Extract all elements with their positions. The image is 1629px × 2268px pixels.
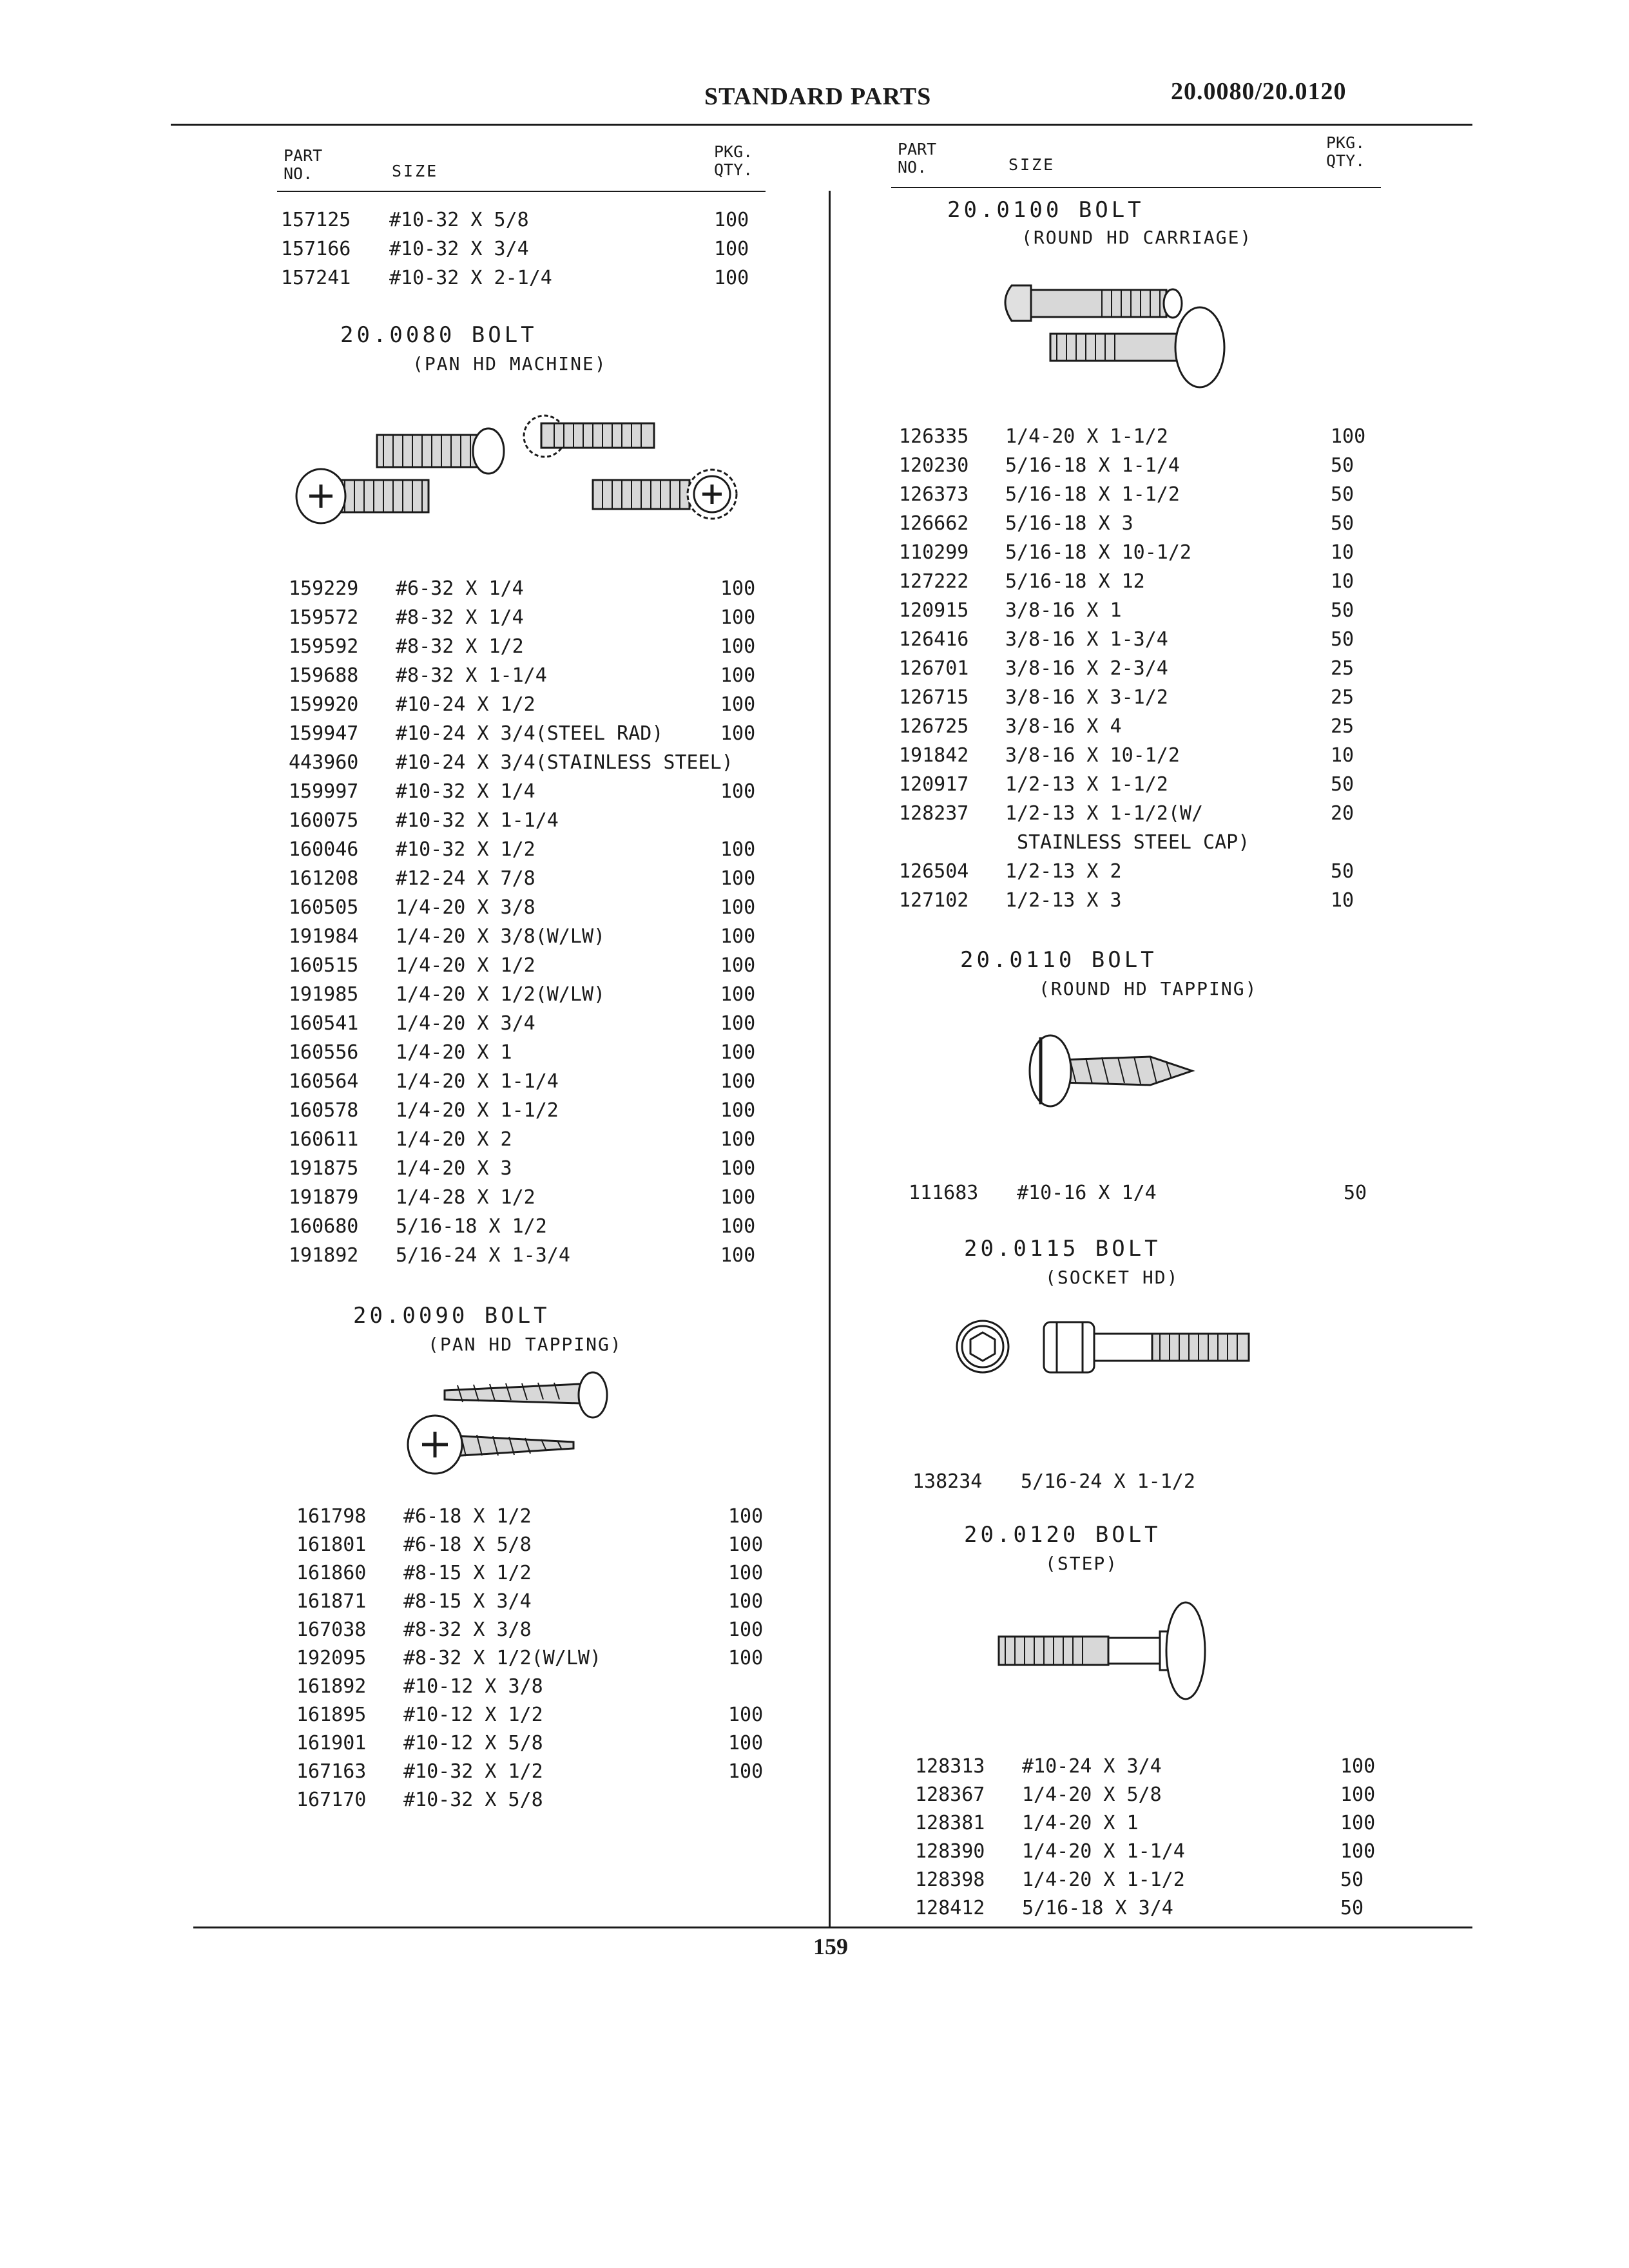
part-number-cell: 160578 (289, 1099, 359, 1122)
pkg-qty-cell: 25 (1331, 686, 1354, 709)
size-cell: 1/4-20 X 1-1/2 (1022, 1869, 1185, 1891)
pkg-qty-cell: 50 (1331, 628, 1354, 651)
pkg-qty-cell: 100 (720, 606, 756, 629)
pkg-qty-cell: 100 (720, 577, 756, 600)
part-number-cell: 111683 (909, 1182, 979, 1204)
round-head-tapping-screw-icon (1030, 1035, 1192, 1106)
part-number-cell: 191875 (289, 1157, 359, 1180)
size-cell: #10-24 X 3/4 (1022, 1755, 1162, 1778)
size-cell: #10-32 X 1/4 (396, 780, 535, 803)
part-number-cell: 167038 (296, 1619, 367, 1641)
size-cell: 3/8-16 X 1 (1005, 599, 1122, 622)
part-number-cell: 161860 (296, 1562, 367, 1584)
pkg-qty-cell: 100 (720, 838, 756, 861)
header-rule (171, 124, 1472, 126)
part-number-cell: 128381 (915, 1812, 985, 1834)
carriage-bolt-icon (1005, 285, 1182, 321)
right-header-part-no: PART NO. (898, 140, 937, 177)
size-cell: 1/4-20 X 3/4 (396, 1012, 535, 1035)
size-cell: #6-18 X 1/2 (403, 1505, 532, 1528)
size-cell: #10-24 X 3/4(STAINLESS STEEL) (396, 751, 733, 774)
part-number-cell: 167170 (296, 1789, 367, 1811)
section-20-0110-desc: (ROUND HD TAPPING) (1039, 978, 1258, 999)
pkg-qty-cell: 50 (1331, 860, 1354, 883)
pkg-qty-cell: 100 (714, 209, 749, 231)
part-number-cell: 128412 (915, 1897, 985, 1919)
part-number-cell: 161901 (296, 1732, 367, 1754)
part-number-cell: 160680 (289, 1215, 359, 1238)
pkg-qty-cell: 50 (1344, 1182, 1367, 1204)
pkg-qty-cell: 50 (1331, 599, 1354, 622)
section-20-0115-desc: (SOCKET HD) (1045, 1267, 1179, 1288)
size-cell: #10-12 X 1/2 (403, 1704, 543, 1726)
left-header-size: SIZE (392, 162, 439, 180)
part-number-cell: 191985 (289, 983, 359, 1006)
size-cell: 3/8-16 X 3-1/2 (1005, 686, 1168, 709)
section-20-0100-code: 20.0100 BOLT (947, 197, 1144, 223)
footer-rule (193, 1927, 1472, 1928)
size-cell: #10-32 X 2-1/4 (389, 267, 552, 289)
part-number-cell: 159920 (289, 693, 359, 716)
pkg-qty-cell: 100 (720, 867, 756, 890)
part-number-cell: 160075 (289, 809, 359, 832)
right-header-pkg-qty: PKG. QTY. (1326, 133, 1365, 170)
size-cell: 1/2-13 X 1-1/2 (1005, 773, 1168, 796)
pkg-qty-cell: 50 (1340, 1897, 1364, 1919)
socket-head-bolt-illustration (954, 1308, 1263, 1385)
size-cell: #10-24 X 1/2 (396, 693, 535, 716)
part-number-cell: 128390 (915, 1840, 985, 1863)
part-number-cell: 128367 (915, 1783, 985, 1806)
section-20-0100-desc: (ROUND HD CARRIAGE) (1021, 227, 1253, 248)
star-washer-bolt-icon (524, 416, 654, 457)
pkg-qty-cell: 100 (720, 1012, 756, 1035)
part-number-cell: 138234 (912, 1470, 983, 1493)
size-cell: 5/16-18 X 3 (1005, 512, 1133, 535)
size-cell: 1/2-13 X 2 (1005, 860, 1122, 883)
carriage-bolts-illustration (999, 269, 1231, 392)
right-header-size: SIZE (1008, 155, 1055, 174)
size-cell: 1/4-20 X 1-1/2 (1005, 425, 1168, 448)
pkg-qty-cell: 100 (720, 635, 756, 658)
pkg-qty-cell: 100 (728, 1619, 764, 1641)
size-cell: 5/16-18 X 1-1/2 (1005, 483, 1180, 506)
socket-head-end-view-icon (957, 1321, 1008, 1372)
size-cell: 1/4-20 X 1-1/2 (396, 1099, 559, 1122)
pkg-qty-cell: 10 (1331, 889, 1354, 912)
size-cell: 1/4-20 X 1-1/4 (396, 1070, 559, 1093)
part-number-cell: 126373 (899, 483, 969, 506)
section-20-0080-code: 20.0080 BOLT (340, 322, 537, 348)
size-cell: #8-32 X 1/4 (396, 606, 524, 629)
section-20-0110-code: 20.0110 BOLT (960, 947, 1157, 973)
column-divider (829, 191, 831, 1928)
part-number-cell: 191892 (289, 1244, 359, 1267)
part-number-cell: 120915 (899, 599, 969, 622)
page-title: STANDARD PARTS (704, 83, 932, 110)
part-number-cell: 159688 (289, 664, 359, 687)
size-cell: #8-32 X 1-1/4 (396, 664, 547, 687)
tapping-screw-phillips-icon (408, 1416, 574, 1474)
pkg-qty-cell: 100 (720, 896, 756, 919)
part-number-cell: 126701 (899, 657, 969, 680)
part-number-cell: 110299 (899, 541, 969, 564)
size-cell: 1/2-13 X 1-1/2(W/ (1005, 802, 1204, 825)
pkg-qty-cell: 10 (1331, 744, 1354, 767)
pkg-qty-cell: 100 (720, 1099, 756, 1122)
size-cell: 1/4-20 X 2 (396, 1128, 512, 1151)
part-number-cell: 160564 (289, 1070, 359, 1093)
pkg-qty-cell: 100 (720, 664, 756, 687)
pkg-qty-cell: 100 (720, 1244, 756, 1267)
part-number-cell: 159229 (289, 577, 359, 600)
pkg-qty-cell: 100 (720, 722, 756, 745)
size-cell: #10-12 X 3/8 (403, 1675, 543, 1698)
part-number-cell: 128398 (915, 1869, 985, 1891)
round-head-tapping-screw-illustration (1021, 1031, 1202, 1115)
step-bolt-illustration (992, 1598, 1224, 1701)
pkg-qty-cell: 100 (728, 1760, 764, 1783)
part-number-cell: 120917 (899, 773, 969, 796)
pkg-qty-cell: 100 (720, 1186, 756, 1209)
size-cell: 5/16-18 X 10-1/2 (1005, 541, 1191, 564)
size-cell: 5/16-24 X 1-1/2 (1021, 1470, 1195, 1493)
size-cell: #8-32 X 3/8 (403, 1619, 532, 1641)
size-cell: 5/16-18 X 1-1/4 (1005, 454, 1180, 477)
pkg-qty-cell: 100 (714, 267, 749, 289)
section-20-0090-desc: (PAN HD TAPPING) (428, 1334, 622, 1355)
part-number-cell: 159947 (289, 722, 359, 745)
size-cell: #10-32 X 5/8 (403, 1789, 543, 1811)
size-cell: 1/4-20 X 1 (396, 1041, 512, 1064)
part-number-cell: 126662 (899, 512, 969, 535)
size-cell: #10-32 X 1/2 (396, 838, 535, 861)
size-cell: #10-12 X 5/8 (403, 1732, 543, 1754)
pkg-qty-cell: 50 (1331, 454, 1354, 477)
left-header-part-no: PART NO. (284, 146, 323, 183)
size-cell: #10-32 X 1/2 (403, 1760, 543, 1783)
pkg-qty-cell: 100 (1331, 425, 1366, 448)
size-cell: 3/8-16 X 2-3/4 (1005, 657, 1168, 680)
pkg-qty-cell: 100 (720, 1157, 756, 1180)
size-cell: 3/8-16 X 10-1/2 (1005, 744, 1180, 767)
pkg-qty-cell: 100 (720, 983, 756, 1006)
section-20-0120-desc: (STEP) (1045, 1553, 1119, 1574)
part-number-cell: 157125 (281, 209, 351, 231)
size-cell: #6-18 X 5/8 (403, 1533, 532, 1556)
size-cell: #12-24 X 7/8 (396, 867, 535, 890)
phillips-pan-bolt-icon (296, 469, 429, 523)
part-number-cell: 126725 (899, 715, 969, 738)
size-cell: #10-32 X 3/4 (389, 238, 529, 260)
size-cell: 1/4-20 X 3/8 (396, 896, 535, 919)
size-cell: 1/2-13 X 3 (1005, 889, 1122, 912)
size-cell: 1/4-28 X 1/2 (396, 1186, 535, 1209)
part-number-cell: 126715 (899, 686, 969, 709)
pkg-qty-cell: 100 (1340, 1783, 1376, 1806)
pkg-qty-cell: 100 (728, 1704, 764, 1726)
size-cell: #8-32 X 1/2 (396, 635, 524, 658)
part-number-cell: 161208 (289, 867, 359, 890)
size-cell: 5/16-24 X 1-3/4 (396, 1244, 570, 1267)
part-number-cell: 157166 (281, 238, 351, 260)
pkg-qty-cell: 100 (728, 1647, 764, 1669)
carriage-bolt-icon (1050, 307, 1224, 387)
pan-head-tapping-screws-illustration (393, 1366, 625, 1482)
pkg-qty-cell: 100 (720, 780, 756, 803)
catalog-code-range: 20.0080/20.0120 (1171, 78, 1347, 105)
pkg-qty-cell: 100 (714, 238, 749, 260)
part-number-cell: 127102 (899, 889, 969, 912)
part-number-cell: 161871 (296, 1590, 367, 1613)
section-20-0115-code: 20.0115 BOLT (964, 1236, 1161, 1262)
part-number-cell: 167163 (296, 1760, 367, 1783)
size-cell: #10-32 X 5/8 (389, 209, 529, 231)
left-header-pkg-qty: PKG. QTY. (714, 142, 753, 179)
part-number-cell: 191984 (289, 925, 359, 948)
size-cell: 1/4-20 X 1-1/4 (1022, 1840, 1185, 1863)
size-cell: 1/4-20 X 3/8(W/LW) (396, 925, 606, 948)
pkg-qty-cell: 20 (1331, 802, 1354, 825)
pkg-qty-cell: 100 (720, 693, 756, 716)
pkg-qty-cell: 100 (728, 1533, 764, 1556)
part-number-cell: 126335 (899, 425, 969, 448)
pkg-qty-cell: 100 (1340, 1755, 1376, 1778)
size-cell: 1/4-20 X 1/2(W/LW) (396, 983, 606, 1006)
size-cell: #8-15 X 1/2 (403, 1562, 532, 1584)
size-cell: 5/16-18 X 3/4 (1022, 1897, 1173, 1919)
part-number-cell: 443960 (289, 751, 359, 774)
size-cell: 1/4-20 X 1 (1022, 1812, 1139, 1834)
pkg-qty-cell: 100 (720, 1070, 756, 1093)
pkg-qty-cell: 10 (1331, 541, 1354, 564)
part-number-cell: 160541 (289, 1012, 359, 1035)
size-cell: 1/4-20 X 1/2 (396, 954, 535, 977)
left-header-rule (277, 191, 766, 192)
part-number-cell: 127222 (899, 570, 969, 593)
size-cell: #6-32 X 1/4 (396, 577, 524, 600)
part-number-cell: 120230 (899, 454, 969, 477)
part-number-cell: 126504 (899, 860, 969, 883)
section-20-0080-desc: (PAN HD MACHINE) (412, 353, 607, 374)
part-number-cell: 128313 (915, 1755, 985, 1778)
size-cell: #8-32 X 1/2(W/LW) (403, 1647, 602, 1669)
part-number-cell: 160556 (289, 1041, 359, 1064)
size-cell: 1/4-20 X 5/8 (1022, 1783, 1162, 1806)
socket-head-bolt-icon (1044, 1322, 1249, 1372)
size-cell: #10-16 X 1/4 (1017, 1182, 1157, 1204)
step-bolt-icon (999, 1602, 1205, 1699)
section-20-0090-code: 20.0090 BOLT (353, 1303, 550, 1329)
pkg-qty-cell: 100 (728, 1562, 764, 1584)
part-number-cell: 160046 (289, 838, 359, 861)
part-number-cell: 192095 (296, 1647, 367, 1669)
pkg-qty-cell: 50 (1331, 773, 1354, 796)
part-number-cell: 128237 (899, 802, 969, 825)
part-number-cell: 126416 (899, 628, 969, 651)
right-header-rule (891, 187, 1381, 188)
pkg-qty-cell: 25 (1331, 657, 1354, 680)
size-cell: #10-24 X 3/4(STEEL RAD) (396, 722, 664, 745)
pkg-qty-cell: 100 (720, 1215, 756, 1238)
part-number-cell: 160515 (289, 954, 359, 977)
size-cell: STAINLESS STEEL CAP) (1005, 831, 1250, 854)
part-number-cell: 191842 (899, 744, 969, 767)
part-number-cell: 161798 (296, 1505, 367, 1528)
part-number-cell: 191879 (289, 1186, 359, 1209)
pkg-qty-cell: 25 (1331, 715, 1354, 738)
pkg-qty-cell: 100 (1340, 1812, 1376, 1834)
part-number-cell: 157241 (281, 267, 351, 289)
pkg-qty-cell: 50 (1331, 512, 1354, 535)
size-cell: 3/8-16 X 1-3/4 (1005, 628, 1168, 651)
pkg-qty-cell: 100 (728, 1590, 764, 1613)
size-cell: 5/16-18 X 1/2 (396, 1215, 547, 1238)
section-20-0120-code: 20.0120 BOLT (964, 1522, 1161, 1548)
pan-head-machine-bolts-illustration (284, 409, 747, 532)
pkg-qty-cell: 100 (728, 1732, 764, 1754)
phillips-pan-bolt-icon (593, 470, 737, 519)
pkg-qty-cell: 50 (1340, 1869, 1364, 1891)
pkg-qty-cell: 100 (720, 954, 756, 977)
part-number-cell: 161895 (296, 1704, 367, 1726)
pkg-qty-cell: 100 (1340, 1840, 1376, 1863)
part-number-cell: 160611 (289, 1128, 359, 1151)
pkg-qty-cell: 100 (720, 1041, 756, 1064)
pkg-qty-cell: 100 (728, 1505, 764, 1528)
pkg-qty-cell: 100 (720, 925, 756, 948)
size-cell: 3/8-16 X 4 (1005, 715, 1122, 738)
size-cell: #10-32 X 1-1/4 (396, 809, 559, 832)
part-number-cell: 159572 (289, 606, 359, 629)
size-cell: 5/16-18 X 12 (1005, 570, 1145, 593)
pan-head-bolt-icon (377, 428, 504, 474)
part-number-cell: 159592 (289, 635, 359, 658)
pkg-qty-cell: 50 (1331, 483, 1354, 506)
part-number-cell: 159997 (289, 780, 359, 803)
tapping-screw-icon (445, 1372, 607, 1418)
size-cell: 1/4-20 X 3 (396, 1157, 512, 1180)
pkg-qty-cell: 10 (1331, 570, 1354, 593)
page-number: 159 (813, 1934, 848, 1959)
pkg-qty-cell: 100 (720, 1128, 756, 1151)
part-number-cell: 161801 (296, 1533, 367, 1556)
part-number-cell: 161892 (296, 1675, 367, 1698)
size-cell: #8-15 X 3/4 (403, 1590, 532, 1613)
part-number-cell: 160505 (289, 896, 359, 919)
